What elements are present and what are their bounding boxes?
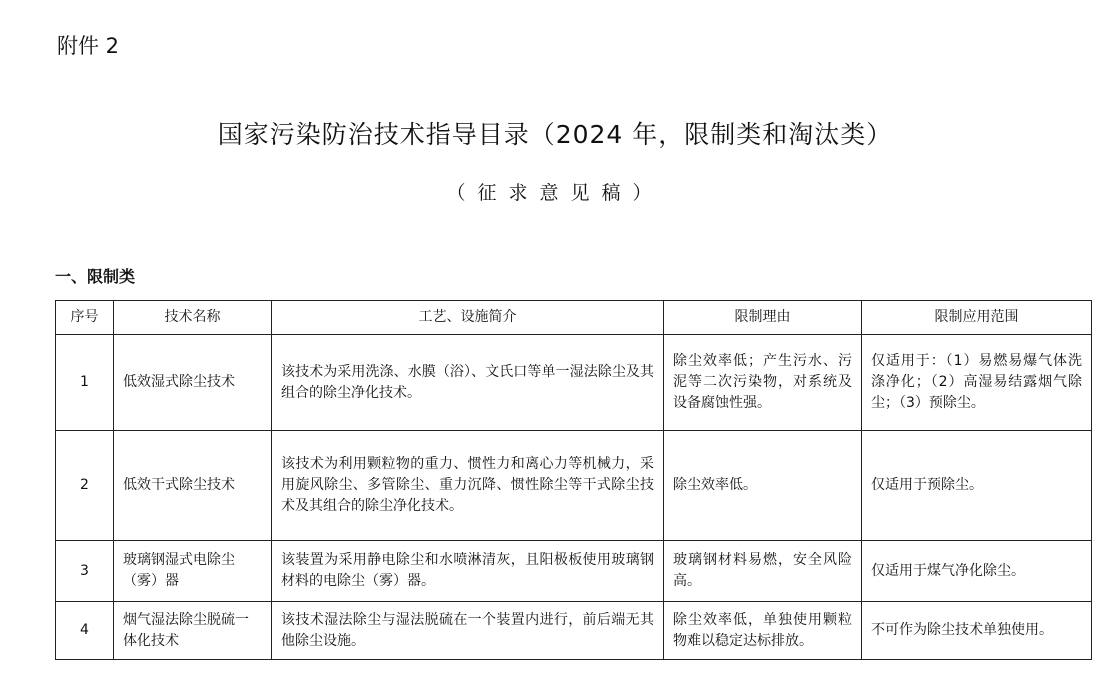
table-header-row: [56, 301, 1092, 335]
row-no: 3: [56, 541, 114, 602]
row-desc: 该装置为采用静电除尘和水喷淋清灰，且阳极板使用玻璃钢材料的电除尘（雾）器。: [272, 541, 664, 602]
row-reason: 玻璃钢材料易燃，安全风险高。: [664, 541, 862, 602]
document-title: 国家污染防治技术指导目录（2024 年，限制类和淘汰类）: [217, 120, 893, 149]
row-scope: 仅适用于煤气净化除尘。: [862, 541, 1092, 602]
row-reason: 除尘效率低。: [664, 431, 862, 541]
header-desc: 工艺、设施简介: [272, 301, 664, 335]
section-heading: 一、限制类: [55, 267, 136, 286]
header-name: 技术名称: [114, 301, 272, 335]
row-no: 4: [56, 602, 114, 660]
row-scope: 不可作为除尘技术单独使用。: [862, 602, 1092, 660]
row-name: 低效干式除尘技术: [114, 431, 272, 541]
row-scope: 仅适用于预除尘。: [862, 431, 1092, 541]
row-no: 2: [56, 431, 114, 541]
table-row: [56, 335, 1092, 431]
row-name: 低效湿式除尘技术: [114, 335, 272, 431]
header-no: 序号: [56, 301, 114, 335]
row-desc: 该技术湿法除尘与湿法脱硫在一个装置内进行，前后端无其他除尘设施。: [272, 602, 664, 660]
attachment-label: 附件 2: [57, 34, 120, 58]
table-row: [56, 541, 1092, 602]
restriction-table: [55, 300, 1092, 660]
document-subtitle: （征求意见稿）: [446, 182, 664, 204]
row-reason: 除尘效率低，单独使用颗粒物难以稳定达标排放。: [664, 602, 862, 660]
row-reason: 除尘效率低；产生污水、污泥等二次污染物，对系统及设备腐蚀性强。: [664, 335, 862, 431]
row-desc: 该技术为采用洗涤、水膜（浴）、文氏口等单一湿法除尘及其组合的除尘净化技术。: [272, 335, 664, 431]
header-reason: 限制理由: [664, 301, 862, 335]
table-row: [56, 602, 1092, 660]
header-scope: 限制应用范围: [862, 301, 1092, 335]
row-scope: 仅适用于：（1）易燃易爆气体洗涤净化；（2）高湿易结露烟气除尘；（3）预除尘。: [862, 335, 1092, 431]
row-desc: 该技术为利用颗粒物的重力、惯性力和离心力等机械力，采用旋风除尘、多管除尘、重力沉降、惯性除尘等干式除尘技术及其组合的除尘净化技术。: [272, 431, 664, 541]
row-name: 玻璃钢湿式电除尘（雾）器: [114, 541, 272, 602]
row-no: 1: [56, 335, 114, 431]
row-name: 烟气湿法除尘脱硫一体化技术: [114, 602, 272, 660]
table-row: [56, 431, 1092, 541]
